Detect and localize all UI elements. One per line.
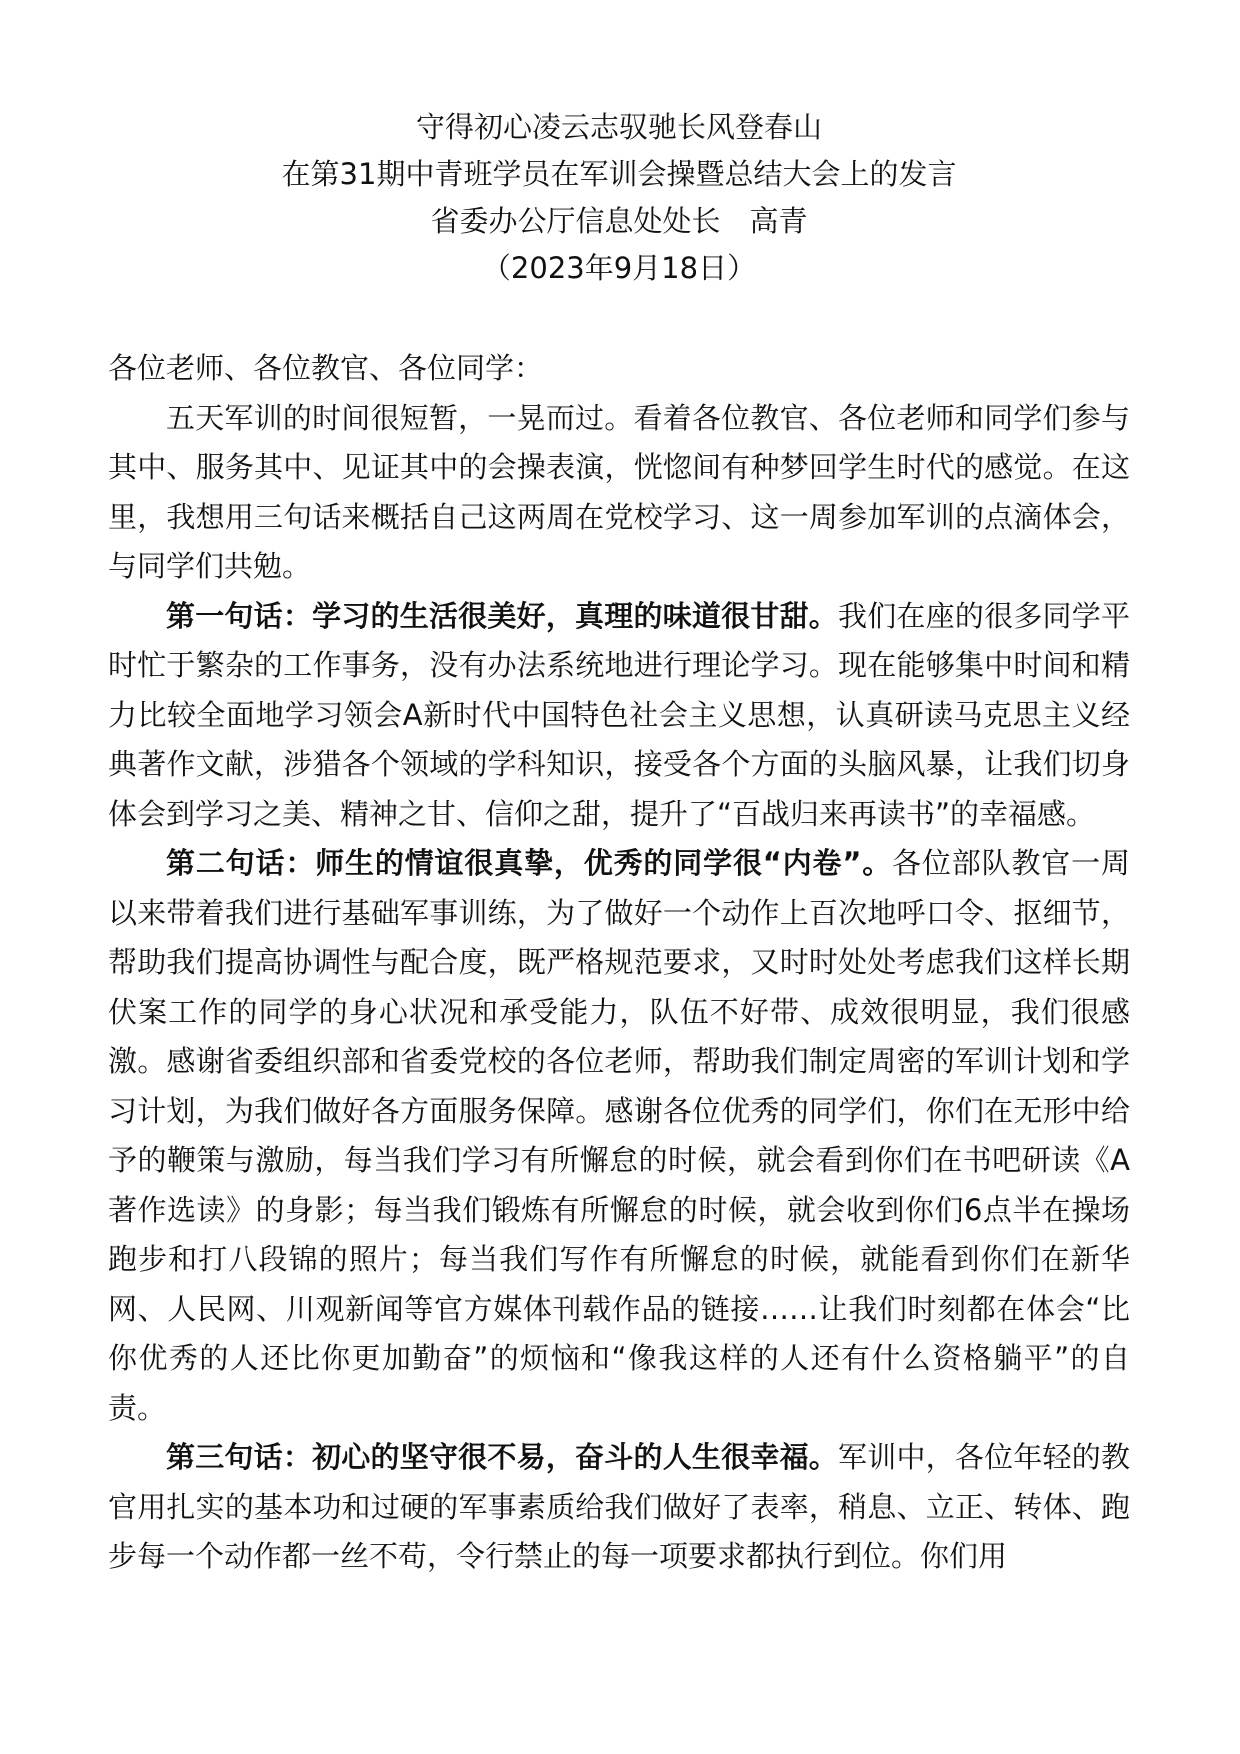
body-paragraph: [108, 839, 1130, 1433]
document-subtitle: 在第31期中青班学员在军训会操暨总结大会上的发言: [281, 157, 957, 191]
speaker-line: 省委办公厅信息处处长 高青: [430, 204, 808, 238]
paragraph-text: 我们在座的很多同学平时忙于繁杂的工作事务，没有办法系统地进行理论学习。现在能够集中时间和精力比较全面地学习领会A新时代中国特色社会主义思想，认真研读马克思主义经典著作文献，涉猎各个领域的学科知识，接受各个方面的头脑风暴，让我们切身体会到学习之美、精神之甘、信仰之甜，提升了“百战归来再读书”的幸福感。: [108, 598, 1130, 831]
document-page: [108, 104, 1130, 1582]
body-paragraph: [108, 1433, 1130, 1582]
body-paragraph: [108, 394, 1130, 592]
body-paragraph: [108, 592, 1130, 840]
paragraph-lead: 第二句话：师生的情谊很真挚，优秀的同学很“内卷”。: [166, 846, 893, 880]
speech-date: （2023年9月18日）: [481, 251, 757, 285]
paragraph-lead: 第三句话：初心的坚守很不易，奋斗的人生很幸福。: [166, 1440, 839, 1474]
salutation: 各位老师、各位教官、各位同学：: [108, 351, 544, 385]
document-title: 守得初心凌云志驭驰长风登春山: [415, 110, 822, 144]
document-header: [108, 104, 1130, 292]
paragraph-text: 五天军训的时间很短暂，一晃而过。看着各位教官、各位老师和同学们参与其中、服务其中、见证其中的会操表演，恍惚间有种梦回学生时代的感觉。在这里，我想用三句话来概括自己这两周在党校学习、这一周参加军训的点滴体会，与同学们共勉。: [108, 400, 1130, 583]
paragraph-lead: 第一句话：学习的生活很美好，真理的味道很甘甜。: [166, 598, 839, 633]
paragraph-text: 各位部队教官一周以来带着我们进行基础军事训练，为了做好一个动作上百次地呼口令、抠细节，帮助我们提高协调性与配合度，既严格规范要求，又时时处处考虑我们这样长期伏案工作的同学的身心状况和承受能力，队伍不好带、成效很明显，我们很感激。感谢省委组织部和省委党校的各位老师，帮助我们制定周密的军训计划和学习计划，为我们做好各方面服务保障。感谢各位优秀的同学们，你们在无形中给予的鞭策与激励，每当我们学习有所懈怠的时候，就会看到你们在书吧研读《A著作选读》的身影；每当我们锻炼有所懈怠的时候，就会收到你们6点半在操场跑步和打八段锦的照片；每当我们写作有所懈怠的时候，就能看到你们在新华网、人民网、川观新闻等官方媒体刊载作品的链接……让我们时刻都在体会“比你优秀的人还比你更加勤奋”的烦恼和“像我这样的人还有什么资格躺平”的自责。: [108, 846, 1130, 1425]
paragraph-text: 军训中，各位年轻的教官用扎实的基本功和过硬的军事素质给我们做好了表率，稍息、立正、转体、跑步每一个动作都一丝不苟，令行禁止的每一项要求都执行到位。你们用: [108, 1440, 1130, 1573]
